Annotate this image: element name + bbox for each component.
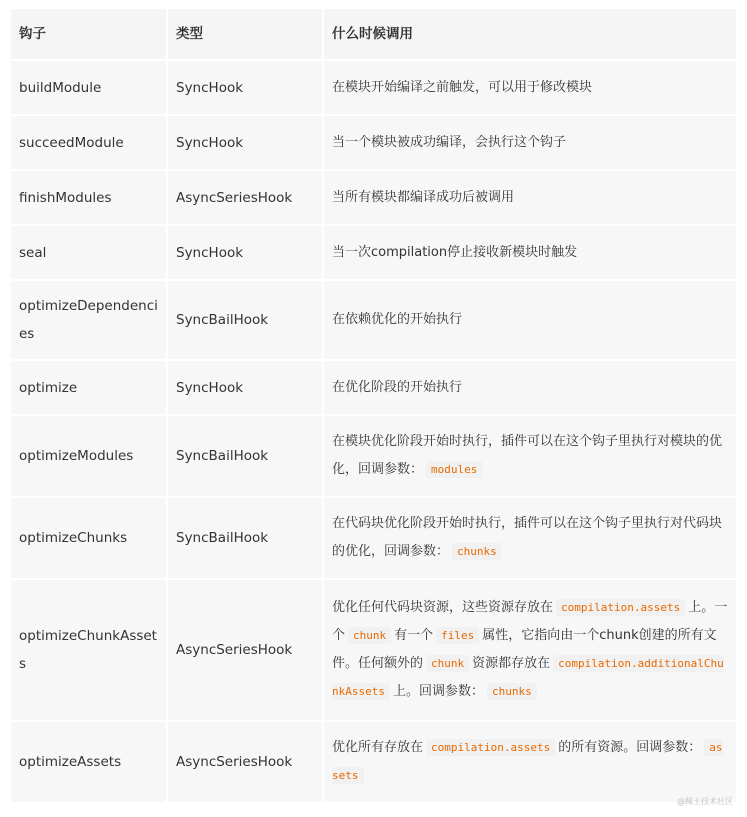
- hook-type: SyncBailHook: [168, 281, 322, 359]
- hook-type: SyncHook: [168, 116, 322, 169]
- hook-name: optimizeChunkAssets: [11, 580, 166, 720]
- inline-code: chunk: [348, 627, 391, 644]
- hook-name: succeedModule: [11, 116, 166, 169]
- hook-name: buildModule: [11, 61, 166, 114]
- desc-text: 上。回调参数：: [392, 684, 484, 699]
- hook-desc: 在模块开始编译之前触发，可以用于修改模块: [324, 61, 736, 114]
- table-row: [11, 580, 736, 720]
- table-row: [11, 281, 736, 359]
- inline-code: chunk: [426, 655, 469, 672]
- inline-code: compilation.assets: [426, 739, 555, 756]
- hook-name: seal: [11, 226, 166, 279]
- inline-code: chunks: [487, 683, 537, 700]
- hook-type: AsyncSeriesHook: [168, 171, 322, 224]
- hook-desc: 当一次compilation停止接收新模块时触发: [324, 226, 736, 279]
- hook-type: SyncHook: [168, 361, 322, 414]
- inline-code: modules: [426, 461, 482, 478]
- hook-desc: 在依赖优化的开始执行: [324, 281, 736, 359]
- hook-type: SyncHook: [168, 61, 322, 114]
- table-row: [11, 116, 736, 169]
- desc-text: 在模块优化阶段开始时执行，插件可以在这个钩子里执行对模块的优化，回调参数：: [332, 434, 723, 477]
- table-row: [11, 361, 736, 414]
- hook-name: finishModules: [11, 171, 166, 224]
- hook-type: SyncBailHook: [168, 498, 322, 578]
- hook-desc: [324, 722, 736, 802]
- hook-type: SyncHook: [168, 226, 322, 279]
- desc-text: 的所有资源。回调参数：: [558, 740, 702, 755]
- inline-code: chunks: [452, 543, 502, 560]
- desc-text: 上。一个: [332, 600, 728, 643]
- header-when-called: 什么时候调用: [324, 9, 736, 59]
- watermark: @稀土技术社区: [677, 797, 733, 806]
- table-row: [11, 498, 736, 578]
- hook-desc: 在优化阶段的开始执行: [324, 361, 736, 414]
- hook-name: optimizeModules: [11, 416, 166, 496]
- hook-name: optimizeDependencies: [11, 281, 166, 359]
- hook-type: SyncBailHook: [168, 416, 322, 496]
- desc-text: 资源都存放在: [472, 656, 551, 671]
- desc-text: 在代码块优化阶段开始时执行，插件可以在这个钩子里执行对代码块的优化，回调参数：: [332, 516, 723, 559]
- hook-desc: 当所有模块都编译成功后被调用: [324, 171, 736, 224]
- header-hook: 钩子: [11, 9, 166, 59]
- table-row: [11, 226, 736, 279]
- desc-text: 优化所有存放在: [332, 740, 424, 755]
- desc-text: 优化任何代码块资源，这些资源存放在: [332, 600, 554, 615]
- hook-desc: 当一个模块被成功编译，会执行这个钩子: [324, 116, 736, 169]
- hook-desc: [324, 498, 736, 578]
- table-row: [11, 416, 736, 496]
- table-row: [11, 171, 736, 224]
- desc-text: 属性，它指向由一个chunk创建的所有文件。任何额外的: [332, 628, 717, 671]
- hook-type: AsyncSeriesHook: [168, 580, 322, 720]
- hook-name: optimizeChunks: [11, 498, 166, 578]
- desc-text: 有一个: [394, 628, 434, 643]
- hook-name: optimize: [11, 361, 166, 414]
- hook-name: optimizeAssets: [11, 722, 166, 802]
- header-type: 类型: [168, 9, 322, 59]
- table-header-row: [11, 9, 736, 59]
- inline-code: assets: [332, 741, 723, 782]
- table-row: [11, 722, 736, 802]
- hook-type: AsyncSeriesHook: [168, 722, 322, 802]
- hooks-table: [9, 7, 738, 804]
- hook-desc: [324, 580, 736, 720]
- table-row: [11, 61, 736, 114]
- inline-code: compilation.additionalChunkAssets: [332, 657, 724, 698]
- inline-code: files: [436, 627, 479, 644]
- hook-desc: [324, 416, 736, 496]
- inline-code: compilation.assets: [556, 599, 685, 616]
